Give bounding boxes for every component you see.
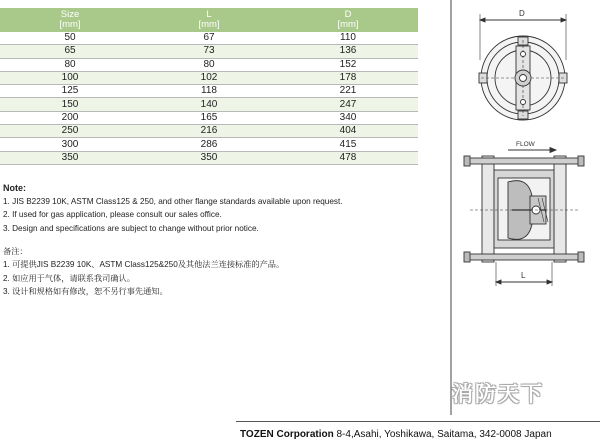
cell-size: 80 xyxy=(0,58,140,71)
table-row xyxy=(0,32,418,45)
header-size-unit: [mm] xyxy=(59,19,81,30)
cell-l: 140 xyxy=(140,98,278,111)
header-l xyxy=(140,8,278,32)
note-cn-item-2: 2. 如应用于气体，请联系我司确认。 xyxy=(3,273,135,283)
cell-size: 250 xyxy=(0,125,140,138)
cell-size: 65 xyxy=(0,45,140,58)
header-size xyxy=(0,8,140,32)
cell-l: 80 xyxy=(140,58,278,71)
header-d-name: D xyxy=(344,9,352,20)
cell-d: 415 xyxy=(278,138,418,151)
l-dimension-label: L xyxy=(521,271,526,280)
cell-d: 404 xyxy=(278,125,418,138)
header-d xyxy=(278,8,418,32)
notes-chinese xyxy=(3,245,284,298)
side-view xyxy=(464,148,584,287)
table-row xyxy=(0,138,418,151)
cell-size: 350 xyxy=(0,151,140,164)
notes-english xyxy=(3,182,343,235)
cell-d: 136 xyxy=(278,45,418,58)
cell-l: 286 xyxy=(140,138,278,151)
note-cn-item-3: 3. 设计和规格如有修改，恕不另行事先通知。 xyxy=(3,286,168,296)
table-body xyxy=(0,32,418,164)
header-l-unit: [mm] xyxy=(198,19,220,30)
notes-heading: Note: xyxy=(3,183,26,193)
footer xyxy=(0,415,600,442)
cell-d: 221 xyxy=(278,85,418,98)
cell-l: 216 xyxy=(140,125,278,138)
header-size-name: Size xyxy=(60,9,80,20)
table-row xyxy=(0,98,418,111)
cell-size: 300 xyxy=(0,138,140,151)
table-row xyxy=(0,45,418,58)
table-row xyxy=(0,85,418,98)
cell-d: 340 xyxy=(278,111,418,124)
drawing-svg xyxy=(450,0,600,415)
cell-l: 118 xyxy=(140,85,278,98)
note-item-3: 3. Design and specifications are subject to change without prior notice. xyxy=(3,223,259,233)
table-header-row xyxy=(0,8,418,32)
header-l-name: L xyxy=(206,9,212,20)
table-row xyxy=(0,111,418,124)
header-d-unit: [mm] xyxy=(337,19,359,30)
table-row xyxy=(0,125,418,138)
notes-cn-heading: 备注： xyxy=(3,247,28,256)
footer-divider xyxy=(236,421,600,422)
flow-label: FLOW xyxy=(516,141,535,148)
company-name: TOZEN Corporation xyxy=(240,429,334,440)
d-dimension-label: D xyxy=(519,9,525,18)
cell-d: 178 xyxy=(278,71,418,84)
company-address: 8-4,Asahi, Yoshikawa, Saitama, 342-0008 Japan xyxy=(336,429,552,440)
cell-d: 247 xyxy=(278,98,418,111)
note-item-2: 2. If used for gas application, please consult our sales office. xyxy=(3,210,222,220)
table-row xyxy=(0,71,418,84)
cell-d: 152 xyxy=(278,58,418,71)
note-cn-item-1: 1. 可提供JIS B2239 10K、ASTM Class125&250及其他法兰连接标准的产品。 xyxy=(3,260,285,270)
footer-line xyxy=(240,429,552,440)
table-row xyxy=(0,151,418,164)
cell-size: 50 xyxy=(0,32,140,45)
cell-l: 73 xyxy=(140,45,278,58)
cell-size: 100 xyxy=(0,71,140,84)
cell-d: 110 xyxy=(278,32,418,45)
cell-l: 102 xyxy=(140,71,278,84)
technical-drawing xyxy=(450,0,600,415)
cell-size: 200 xyxy=(0,111,140,124)
dimension-table xyxy=(0,8,418,165)
watermark-text: 消防天下 xyxy=(452,382,544,406)
cell-l: 67 xyxy=(140,32,278,45)
cell-d: 478 xyxy=(278,151,418,164)
cell-size: 150 xyxy=(0,98,140,111)
cell-l: 350 xyxy=(140,151,278,164)
cell-l: 165 xyxy=(140,111,278,124)
note-item-1: 1. JIS B2239 10K, ASTM Class125 & 250, and other flange standards available upon request. xyxy=(3,197,343,207)
front-view xyxy=(479,14,567,120)
cell-size: 125 xyxy=(0,85,140,98)
table-row xyxy=(0,58,418,71)
